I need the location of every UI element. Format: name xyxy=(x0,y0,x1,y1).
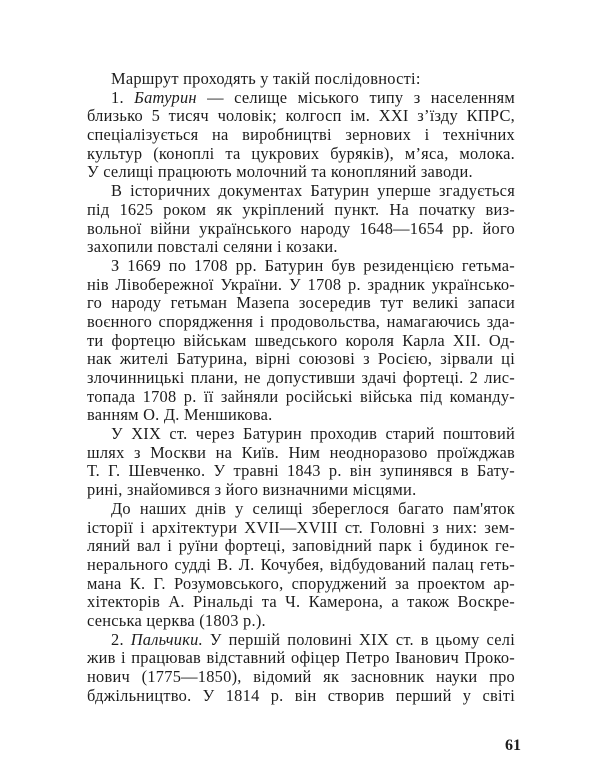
paragraph xyxy=(87,500,515,631)
paragraph xyxy=(87,89,515,182)
text-line xyxy=(87,350,515,369)
text-segment: У першій половині XIX ст. в цьому селі xyxy=(202,629,516,649)
text-segment: спеціалізується на виробництві зернових і технічних xyxy=(87,125,515,145)
text-segment: З 1669 по 1708 рр. Батурин був резиденцією гетьма- xyxy=(111,255,515,275)
text-line xyxy=(87,145,515,164)
paragraph xyxy=(87,182,515,257)
text-line xyxy=(87,294,515,313)
text-segment: під 1625 роком як укріплений пункт. На початку виз- xyxy=(87,199,515,219)
text-segment: 1. xyxy=(111,87,135,107)
paragraph xyxy=(87,70,515,89)
text-line xyxy=(87,537,515,556)
text-line xyxy=(87,668,515,687)
text-line xyxy=(87,201,515,220)
text-segment: жив і працював відставний офіцер Петро Іванович Проко- xyxy=(87,648,515,668)
text-segment: ляний вал і руїни фортеці, заповідний парк і будинок ге- xyxy=(87,536,515,556)
text-segment: вольної війни українського народу 1648—1654 рр. його xyxy=(87,218,515,238)
text-segment: нак жителі Батурина, вірні союзові з Росією, зірвали ці xyxy=(87,349,515,369)
text-segment: нерального судді В. Л. Кочубея, відбудований палац геть- xyxy=(87,554,515,574)
text-line xyxy=(87,89,515,108)
text-line xyxy=(87,332,515,351)
text-line xyxy=(87,182,515,201)
text-line xyxy=(87,107,515,126)
text-line xyxy=(87,462,515,481)
text-line xyxy=(87,593,515,612)
text-line xyxy=(87,519,515,538)
text-segment: Т. Г. Шевченко. У травні 1843 р. він зупинявся в Бату- xyxy=(87,461,515,481)
text-line xyxy=(87,163,515,182)
text-segment: Маршрут проходять у такій послідовності: xyxy=(111,69,421,88)
text-segment: культур (коноплі та цукрових буряків), м’яса, молока. xyxy=(87,143,515,163)
text-segment: історії і архітектури XVII—XVIII ст. Головні з них: зем- xyxy=(87,517,515,537)
text-line xyxy=(87,575,515,594)
text-segment: захопили повсталі селяни і козаки. xyxy=(87,237,338,257)
text-line xyxy=(87,500,515,519)
text-segment: злочинницькі плани, не допустивши здачі фортеці. 2 лис- xyxy=(87,368,515,387)
text-line xyxy=(87,444,515,463)
text-line xyxy=(87,612,515,631)
text-line xyxy=(87,126,515,145)
text-segment: — селище міського типу з населенням xyxy=(196,87,516,107)
text-segment: ванням О. Д. Меншикова. xyxy=(87,405,273,425)
text-segment: воєнного спорядження і продовольства, намагаючись зда- xyxy=(87,311,515,331)
text-line xyxy=(87,70,515,89)
text-line xyxy=(87,631,515,650)
text-line xyxy=(87,481,515,500)
text-line xyxy=(87,276,515,295)
text-segment: шлях з Москви на Київ. Ним неодноразово проїжджав xyxy=(87,442,515,462)
text-segment: У селищі працюють молочний та конопляний заводи. xyxy=(87,162,473,182)
text-line xyxy=(87,388,515,407)
text-segment: В історичних документах Батурин уперше згадується xyxy=(111,181,515,201)
text-line xyxy=(87,369,515,388)
text-segment: нович (1775—1850), відомий як засновник науки про xyxy=(87,667,515,686)
paragraph xyxy=(87,257,515,425)
text-segment: нів Лівобережної України. У 1708 р. зрадник українсько- xyxy=(87,274,515,294)
text-segment: ти фортецю військам шведського короля Карла XII. Од- xyxy=(87,330,515,350)
text-line xyxy=(87,313,515,332)
text-segment: мана К. Г. Розумовського, споруджений за проектом ар- xyxy=(87,573,515,593)
text-segment: До наших днів у селищі збереглося багато пам'яток xyxy=(111,498,515,518)
text-line xyxy=(87,406,515,425)
text-line xyxy=(87,238,515,257)
text-line xyxy=(87,220,515,239)
text-line xyxy=(87,425,515,444)
text-segment: бджільництво. У 1814 р. він створив перший у світі xyxy=(87,685,515,705)
text-line xyxy=(87,257,515,276)
text-line xyxy=(87,687,515,706)
paragraph xyxy=(87,425,515,500)
text-segment: близько 5 тисяч чоловік; колгосп ім. XXI з’їзду КПРС, xyxy=(87,106,515,126)
text-segment: рині, знайомився з його визначними місцями. xyxy=(87,480,417,500)
italic-place-name: Батурин xyxy=(134,87,197,107)
text-segment: 2. xyxy=(111,629,131,649)
italic-place-name: Пальчики. xyxy=(130,629,203,649)
text-segment: У XIX ст. через Батурин проходив старий поштовий xyxy=(111,424,515,444)
text-segment: го народу гетьман Мазепа зосередив тут великі запаси xyxy=(87,293,515,313)
page-body xyxy=(87,70,515,705)
text-segment: топада 1708 р. її зайняли російські війська під команду- xyxy=(87,386,515,406)
text-segment: хітекторів А. Рінальді та Ч. Камерона, а також Воскре- xyxy=(87,592,515,612)
text-segment: сенська церква (1803 р.). xyxy=(87,610,266,630)
paragraph xyxy=(87,631,515,706)
text-line xyxy=(87,649,515,668)
text-line xyxy=(87,556,515,575)
page-number: 61 xyxy=(505,737,521,754)
